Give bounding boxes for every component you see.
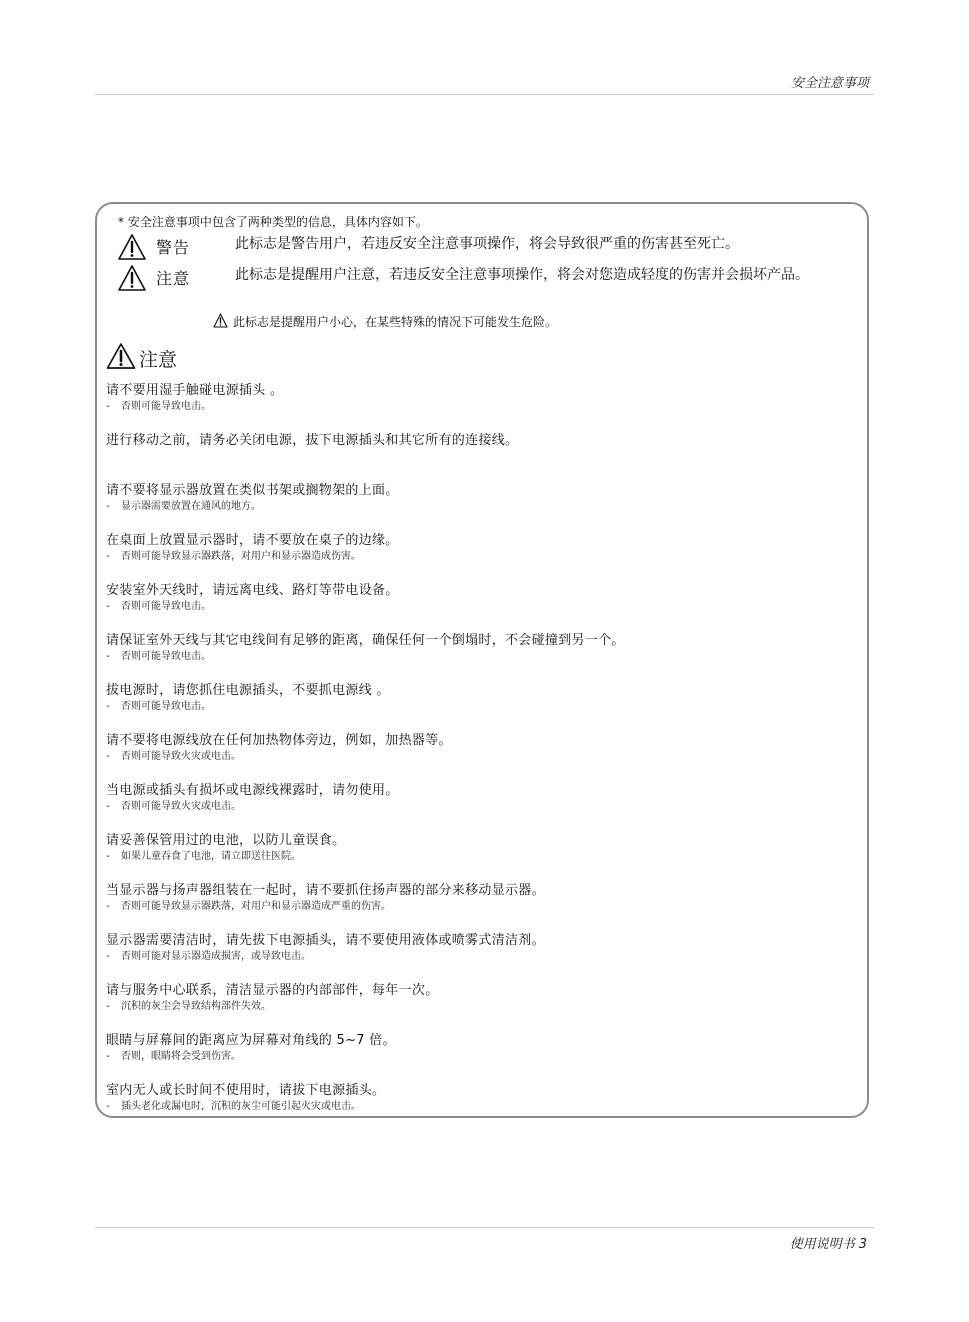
legend-note-text: 此标志是提醒用户小心，在某些特殊的情况下可能发生危险。 (233, 315, 558, 329)
item-detail: - 否则可能导致电击。 (106, 701, 211, 712)
item-title: 在桌面上放置显示器时，请不要放在桌子的边缘。 (106, 533, 399, 548)
item-title: 显示器需要清洁时，请先拔下电源插头，请不要使用液体或喷雾式清洁剂。 (106, 933, 545, 948)
item-title: 室内无人或长时间不使用时，请拔下电源插头。 (106, 1083, 386, 1098)
item-detail: - 否则可能导致电击。 (106, 601, 211, 612)
list-item (106, 1032, 856, 1082)
legend-note (213, 313, 557, 330)
list-item (106, 482, 856, 532)
section-title: 注意 (139, 349, 178, 371)
list-item (106, 382, 856, 432)
item-detail: - 否则可能对显示器造成损害，或导致电击。 (106, 951, 311, 962)
item-detail: - 插头老化或漏电时，沉积的灰尘可能引起火灾或电击。 (106, 1101, 361, 1112)
item-title: 请妥善保管用过的电池，以防儿童误食。 (106, 833, 346, 848)
item-title: 眼睛与屏幕间的距离应为屏幕对角线的 5~7 倍。 (106, 1033, 396, 1048)
item-detail: - 否则可能导致电击。 (106, 401, 211, 412)
caution-list (106, 382, 856, 1132)
item-title: 安装室外天线时，请远离电线、路灯等带电设备。 (106, 583, 399, 598)
section-warning-triangle-icon (106, 342, 136, 370)
list-item (106, 682, 856, 732)
warning-description: 此标志是警告用户，若违反安全注意事项操作，将会导致很严重的伤害甚至死亡。 (235, 236, 739, 252)
item-detail: - 如果儿童吞食了电池，请立即送往医院。 (106, 851, 301, 862)
item-detail: - 沉积的灰尘会导致结构部件失效。 (106, 1001, 271, 1012)
item-title: 当电源或插头有损坏或电源线裸露时，请勿使用。 (106, 783, 399, 798)
item-detail: - 否则可能导致显示器跌落，对用户和显示器造成严重的伤害。 (106, 901, 391, 912)
item-detail: - 否则，眼睛将会受到伤害。 (106, 1051, 241, 1062)
item-title: 请不要将电源线放在任何加热物体旁边，例如，加热器等。 (106, 733, 452, 748)
list-item (106, 882, 856, 932)
list-item (106, 1082, 856, 1132)
item-title: 进行移动之前，请务必关闭电源，拔下电源插头和其它所有的连接线。 (106, 433, 519, 448)
item-title: 请不要用湿手触碰电源插头 。 (106, 383, 284, 398)
warning-label: 警告 (156, 238, 191, 257)
list-item (106, 532, 856, 582)
legend-warning (118, 233, 848, 263)
list-item (106, 782, 856, 832)
item-title: 请不要将显示器放置在类似书架或搁物架的上面。 (106, 483, 399, 498)
list-item (106, 432, 856, 482)
item-detail: - 否则可能导致火灾或电击。 (106, 801, 241, 812)
caution-triangle-icon (118, 264, 146, 292)
item-detail: - 否则可能导致显示器跌落，对用户和显示器造成伤害。 (106, 551, 361, 562)
item-detail: - 显示器需要放置在通风的地方。 (106, 501, 261, 512)
item-title: 当显示器与扬声器组装在一起时，请不要抓住扬声器的部分来移动显示器。 (106, 883, 545, 898)
list-item (106, 932, 856, 982)
header-divider (95, 94, 874, 95)
legend-caution (118, 264, 848, 308)
list-item (106, 732, 856, 782)
item-title: 拔电源时，请您抓住电源插头，不要抓电源线 。 (106, 683, 390, 698)
item-detail: - 否则可能导致电击。 (106, 651, 211, 662)
item-detail: - 否则可能导致火灾或电击。 (106, 751, 241, 762)
list-item (106, 832, 856, 882)
caution-description: 此标志是提醒用户注意，若违反安全注意事项操作，将会对您造成轻度的伤害并会损坏产品。 (235, 267, 809, 283)
small-warning-triangle-icon (213, 313, 228, 328)
footer-divider (95, 1227, 874, 1228)
list-item (106, 632, 856, 682)
item-title: 请保证室外天线与其它电线间有足够的距离，确保任何一个倒塌时，不会碰撞到另一个。 (106, 633, 625, 648)
caution-label: 注意 (156, 269, 191, 288)
list-item (106, 582, 856, 632)
intro-text: * 安全注意事项中包含了两种类型的信息，具体内容如下。 (118, 215, 428, 229)
item-title: 请与服务中心联系，清洁显示器的内部部件，每年一次。 (106, 983, 439, 998)
warning-triangle-icon (118, 233, 146, 261)
page-footer: 使用说明书 3 (789, 1237, 867, 1252)
list-item (106, 982, 856, 1032)
page-header-title: 安全注意事项 (790, 76, 869, 91)
